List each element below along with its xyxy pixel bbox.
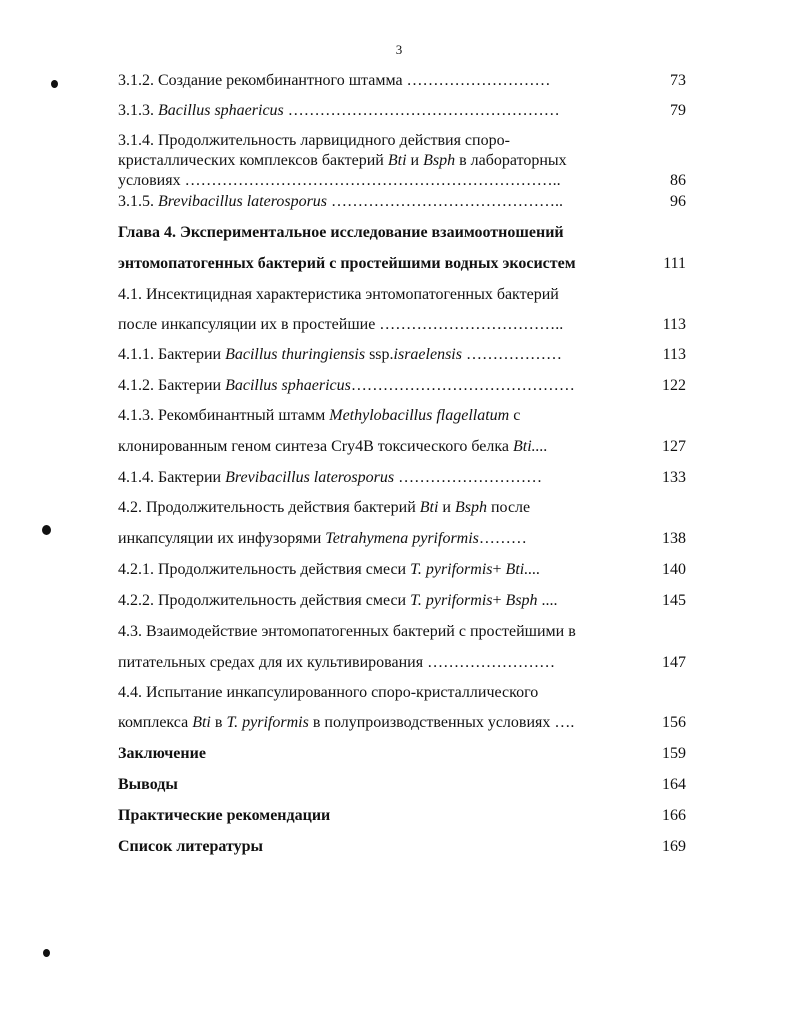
toc-entry-4-2-2: 4.2.2. Продолжительность действия смеси T. pyriformis+ Bsph .... <box>118 592 558 609</box>
toc-page-3-1-2: 73 <box>670 72 686 89</box>
toc-page-4-4: 156 <box>662 714 686 731</box>
toc-page-4-1-1: 113 <box>662 346 686 363</box>
toc-recommendations: Практические рекомендации <box>118 807 331 824</box>
toc-page-4-1-4: 133 <box>662 469 686 486</box>
scan-speck <box>43 949 50 957</box>
toc-entry-3-1-5: 3.1.5. Brevibacillus laterosporus …………………………………….. <box>118 193 564 210</box>
toc-entry-4-1-line2: после инкапсуляции их в простейшие …………………………….. <box>118 316 564 333</box>
toc-entry-4-1-4: 4.1.4. Бактерии Brevibacillus laterosporus ……………………… <box>118 469 543 486</box>
toc-page-4-1-2: 122 <box>662 377 686 394</box>
toc-page-chapter-4: 111 <box>663 255 686 272</box>
toc-entry-4-4-line2: комплекса Bti в T. pyriformis в полупроизводственных условиях …. <box>118 714 575 731</box>
toc-page-4-1: 113 <box>662 316 686 333</box>
toc-entry-4-2-1: 4.2.1. Продолжительность действия смеси T. pyriformis+ Bti.... <box>118 561 541 578</box>
toc-entry-4-1-3: 4.1.3. Рекомбинантный штамм Methylobacillus flagellatum с <box>118 407 521 424</box>
toc-entry-4-3-line2: питательных средах для их культивирования …………………… <box>118 654 556 671</box>
toc-entry-3-1-2: 3.1.2. Создание рекомбинантного штамма ……………………… <box>118 72 551 89</box>
toc-page-4-1-3: 127 <box>662 438 686 455</box>
toc-entry-3-1-4: 3.1.4. Продолжительность ларвицидного действия споро- <box>118 132 510 149</box>
toc-page-4-2: 138 <box>662 530 686 547</box>
toc-page-conclusion: 159 <box>662 745 686 762</box>
toc-entry-4-2-line2: инкапсуляции их инфузорями Tetrahymena pyriformis……… <box>118 530 527 547</box>
scan-speck <box>51 80 58 88</box>
scan-speck <box>42 525 51 535</box>
toc-entry-4-1-1: 4.1.1. Бактерии Bacillus thuringiensis ssp.israelensis ……………… <box>118 346 562 363</box>
toc-chapter-4-line2: энтомопатогенных бактерий с простейшими водных экосистем <box>118 255 576 272</box>
toc-page-4-3: 147 <box>662 654 686 671</box>
toc-entry-3-1-4-line3: условиях …………………………………………………………….. <box>118 172 561 189</box>
toc-page-findings: 164 <box>662 776 686 793</box>
toc-entry-3-1-4-line2: кристаллических комплексов бактерий Bti и Bsph в лабораторных <box>118 152 567 169</box>
toc-findings: Выводы <box>118 776 178 793</box>
toc-chapter-4: Глава 4. Экспериментальное исследование взаимоотношений <box>118 224 564 241</box>
toc-entry-4-2: 4.2. Продолжительность действия бактерий Bti и Bsph после <box>118 499 531 516</box>
toc-page-3-1-3: 79 <box>670 102 686 119</box>
toc-entry-4-3: 4.3. Взаимодействие энтомопатогенных бактерий с простейшими в <box>118 623 576 640</box>
toc-entry-4-1-3-line2: клонированным геном синтеза Cry4B токсического белка Bti.... <box>118 438 548 455</box>
toc-page-4-2-1: 140 <box>662 561 686 578</box>
page-number: 3 <box>395 42 403 57</box>
toc-entry-4-4: 4.4. Испытание инкапсулированного споро-кристаллического <box>118 684 539 701</box>
toc-page-3-1-4: 86 <box>670 172 686 189</box>
toc-entry-3-1-3: 3.1.3. Bacillus sphaericus …………………………………………… <box>118 102 560 119</box>
toc-entry-4-1: 4.1. Инсектицидная характеристика энтомопатогенных бактерий <box>118 286 559 303</box>
toc-page-3-1-5: 96 <box>670 193 686 210</box>
toc-page-4-2-2: 145 <box>662 592 686 609</box>
toc-page-references: 169 <box>662 838 686 855</box>
toc-entry-4-1-2: 4.1.2. Бактерии Bacillus sphaericus…………………………………… <box>118 377 575 394</box>
toc-page-recommendations: 166 <box>662 807 686 824</box>
toc-references: Список литературы <box>118 838 263 855</box>
toc-conclusion: Заключение <box>118 745 206 762</box>
